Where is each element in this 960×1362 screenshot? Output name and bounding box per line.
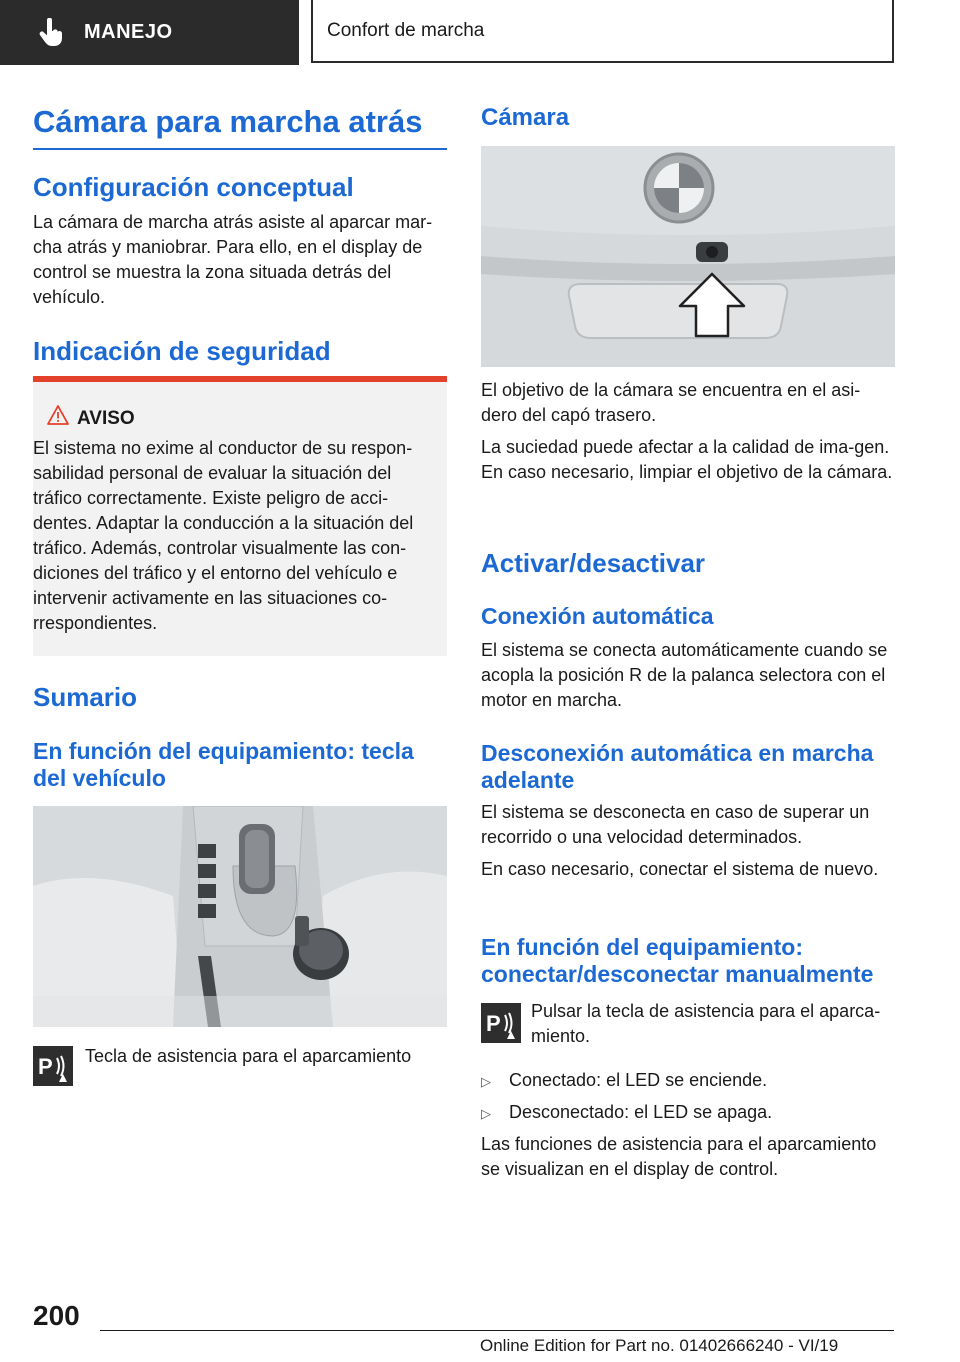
triangle-bullet-icon: ▷	[481, 1074, 491, 1089]
closing-text: Las funciones de asistencia para el aparcamiento se visualizan en el display de control.	[481, 1134, 877, 1179]
concept-text: La cámara de marcha atrás asiste al aparcar mar‐cha atrás y maniobrar. Para ello, en el display de control se muestra la zona situada detrás del vehículo.	[33, 212, 433, 307]
camera-heading: Cámara	[481, 104, 570, 131]
auto-off-text-2: En caso necesario, conectar el sistema de nuevo.	[481, 859, 879, 879]
summary-heading: Sumario	[33, 682, 138, 712]
warning-triangle-icon	[47, 404, 69, 426]
activate-heading: Activar/desactivar	[481, 548, 706, 578]
bullet-text: Conectado: el LED se enciende.	[509, 1070, 768, 1090]
auto-on-heading: Conexión automática	[481, 603, 714, 629]
svg-text:P: P	[486, 1011, 501, 1036]
page-number: 200	[33, 1300, 80, 1331]
list-item	[481, 1068, 767, 1094]
footer-divider	[100, 1330, 894, 1331]
manual-text: Pulsar la tecla de asistencia para el aparca‐miento.	[531, 1001, 881, 1046]
summary-subheading: En función del equipamiento: tecla del vehículo	[33, 738, 414, 791]
parking-assist-icon	[33, 1046, 73, 1086]
warning-title: AVISO	[77, 408, 135, 429]
hand-pointer-icon	[38, 18, 64, 48]
page-title: Cámara para marcha atrás	[33, 104, 447, 150]
concept-heading: Configuración conceptual	[33, 172, 354, 202]
warning-text: El sistema no exime al conductor de su respon‐sabilidad personal de evaluar la situación del tráfico correctamente. Existe peligro de acci‐dentes. Adaptar la conducción a la situación del tráfico. Además, controlar visualmente las con‐diciones del tráfico y el entorno del vehículo e intervenir activamente en las situaciones co‐rrespondientes.	[33, 438, 414, 633]
summary-caption: Tecla de asistencia para el aparcamiento	[85, 1046, 412, 1066]
camera-text-2: La suciedad puede afectar a la calidad de ima‐gen. En caso necesario, limpiar el objetivo de la cámara.	[481, 437, 893, 482]
footer-edition: Online Edition for Part no. 01402666240 - VI/19	[480, 1336, 839, 1355]
parking-assist-icon	[481, 1003, 521, 1043]
warning-box	[33, 376, 447, 656]
auto-off-heading: Desconexión automática en marcha adelante	[481, 740, 874, 793]
safety-heading: Indicación de seguridad	[33, 336, 331, 366]
auto-off-text-1: El sistema se desconecta en caso de superar un recorrido o una velocidad determinados.	[481, 802, 870, 847]
camera-photo	[481, 146, 895, 367]
header-chapter-tab	[311, 0, 894, 63]
header-section-tab	[0, 0, 299, 65]
chapter-label: Confort de marcha	[327, 19, 485, 41]
svg-text:P: P	[38, 1054, 53, 1079]
auto-on-text: El sistema se conecta automáticamente cuando se acopla la posición R de la palanca selectora con el motor en marcha.	[481, 640, 888, 710]
list-item	[481, 1100, 772, 1126]
camera-text-1: El objetivo de la cámara se encuentra en el asi‐dero del capó trasero.	[481, 380, 861, 425]
bullet-text: Desconectado: el LED se apaga.	[509, 1102, 773, 1122]
triangle-bullet-icon: ▷	[481, 1106, 491, 1121]
manual-heading: En función del equipamiento: conectar/desconectar manualmente	[481, 934, 874, 987]
console-photo	[33, 806, 447, 1027]
section-label: MANEJO	[84, 21, 173, 43]
